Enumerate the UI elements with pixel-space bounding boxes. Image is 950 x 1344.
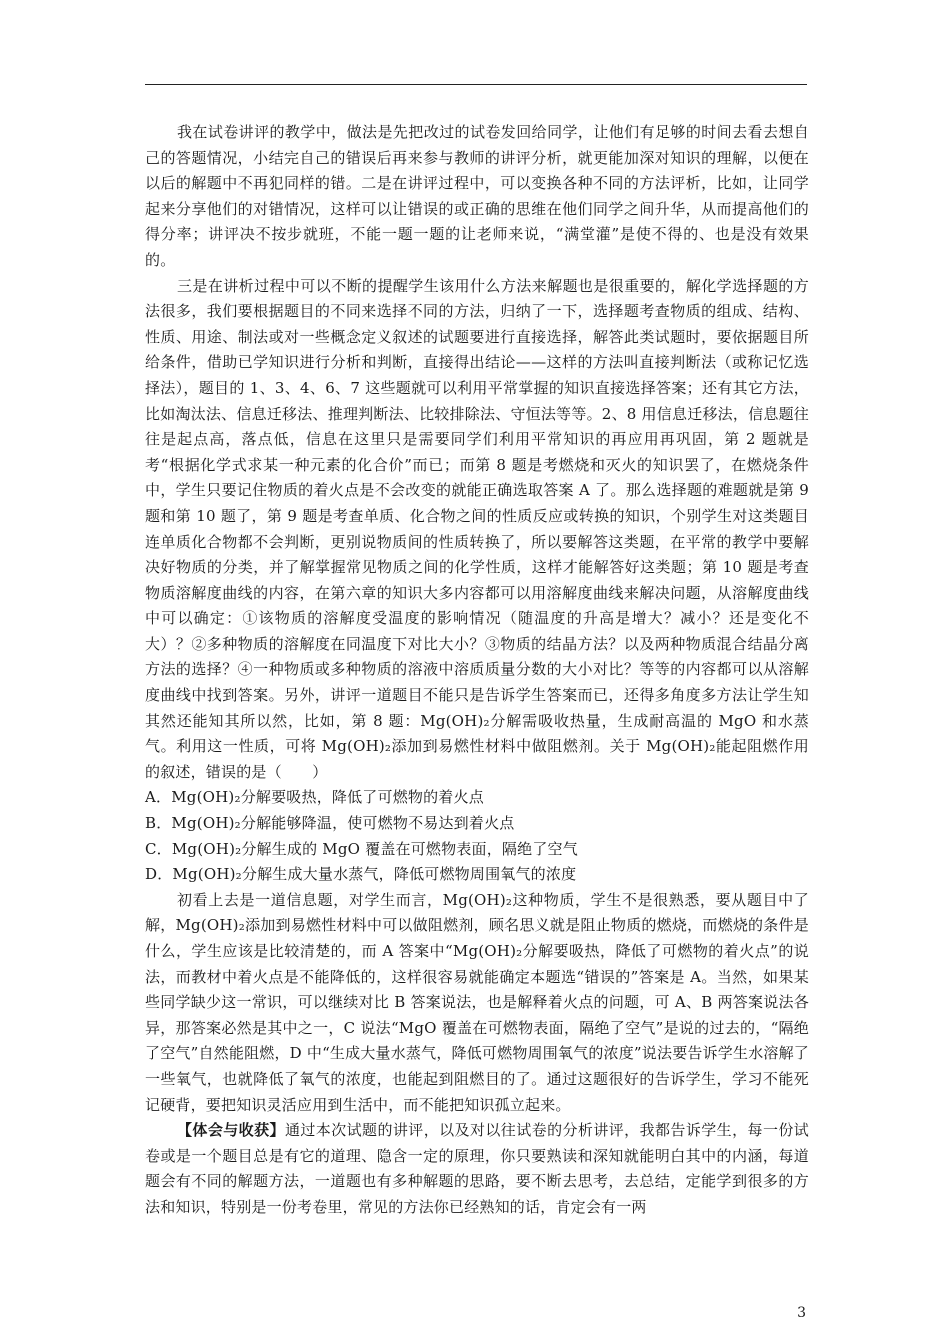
paragraph-1: 我在试卷讲评的教学中，做法是先把改过的试卷发回给同学，让他们有足够的时间去看去想自己的答题情况，小结完自己的错误后再来参与教师的讲评分析，就更能加深对知识的理解，以便在以后的解题中不再犯同样的错。二是在讲评过程中，可以变换各种不同的方法评析，比如，让同学起来分享他们的对错情况，这样可以让错误的或正确的思维在他们同学之间升华，从而提高他们的得分率；讲评决不按步就班，不能一题一题的让老师来说，“满堂灌”是使不得的、也是没有效果的。 <box>145 123 809 269</box>
reflection-text: 通过本次试题的讲评，以及对以往试卷的分析讲评，我都告诉学生，每一份试卷或是一个题目总是有它的道理、隐含一定的原理，你只要熟读和深知就能明白其中的内涵，每道题会有不同的解题方法，一道题也有多种解题的思路，要不断去思考，去总结，定能学到很多的方法和知识，特别是一份考卷里，常见的方法你已经熟知的话，肯定会有一两 <box>145 1121 809 1216</box>
option-d: D．Mg(OH)₂分解生成大量水蒸气，降低可燃物周围氧气的浓度 <box>145 865 577 884</box>
option-c: C．Mg(OH)₂分解生成的 MgO 覆盖在可燃物表面，隔绝了空气 <box>145 839 578 858</box>
option-b: B．Mg(OH)₂分解能够降温，使可燃物不易达到着火点 <box>145 814 515 833</box>
page-number: 3 <box>797 1305 806 1321</box>
paragraph-3: 初看上去是一道信息题，对学生而言，Mg(OH)₂这种物质，学生不是很熟悉，要从题目中了解，Mg(OH)₂添加到易燃性材料中可以做阻燃剂，顾名思义就是阻止物质的燃烧，而燃烧的条件是什么，学生应该是比较清楚的，而 A 答案中“Mg(OH)₂分解要吸热，降低了可燃物的着火点”的说法，而教材中着火点是不能降低的，这样很容易就能确定本题选“错误的”答案是 A。当然，如果某些同学缺少这一常识，可以继续对比 B 答案说法，也是解释着火点的问题，可 A、B 两答案说法各异，那答案必然是其中之一，C 说法“MgO 覆盖在可燃物表面，隔绝了空气”是说的过去的，“隔绝了空气”自然能阻燃，D 中“生成大量水蒸气，降低可燃物周围氧气的浓度”说法要告诉学生水溶解了一些氧气，也就降低了氧气的浓度，也能起到阻燃目的了。通过这题很好的告诉学生，学习不能死记硬背，要把知识灵活应用到生活中，而不能把知识孤立起来。 <box>145 890 810 1114</box>
reflection-heading: 【体会与收获】 <box>177 1121 285 1140</box>
option-a: A．Mg(OH)₂分解要吸热，降低了可燃物的着火点 <box>145 788 484 807</box>
header-rule <box>145 84 807 85</box>
paragraph-4 <box>145 1118 809 1220</box>
paragraph-2: 三是在讲析过程中可以不断的提醒学生该用什么方法来解题也是很重要的，解化学选择题的方法很多，我们要根据题目的不同来选择不同的方法，归纳了一下，选择题考查物质的组成、结构、性质、用途、制法或对一些概念定义叙述的试题要进行直接选择，解答此类试题时，要依据题目所给条件，借助已学知识进行分析和判断，直接得出结论——这样的方法叫直接判断法（或称记忆选择法），题目的 1、3、4、6、7 这些题就可以利用平常掌握的知识直接选择答案；还有其它方法，比如淘汰法、信息迁移法、推理判断法、比较排除法、守恒法等等。2、8 用信息迁移法，信息题往往是起点高，落点低，信息在这里只是需要同学们利用平常知识的再应用再巩固，第 2 题就是考“根据化学式求某一种元素的化合价”而已；而第 8 题是考燃烧和灭火的知识罢了，在燃烧条件中，学生只要记住物质的着火点是不会改变的就能正确选取答案 A 了。那么选择题的难题就是第 9 题和第 10 题了，第 9 题是考查单质、化合物之间的性质反应或转换的知识，个别学生对这类题目连单质化合物都不会判断，更别说物质间的性质转换了，所以要解答这类题，在平常的教学中要解决好物质的分类，并了解掌握常见物质之间的化学性质，这样才能解答好这类题；第 10 题是考查物质溶解度曲线的内容，在第六章的知识大多内容都可以用溶解度曲线来解决问题，从溶解度曲线中可以确定：①该物质的溶解度受温度的影响情况（随温度的升高是增大？减小？还是变化不大）？②多种物质的溶解度在同温度下对比大小？③物质的结晶方法？以及两种物质混合结晶分离方法的选择？④一种物质或多种物质的溶液中溶质质量分数的大小对比？等等的内容都可以从溶解度曲线中找到答案。另外，讲评一道题目不能只是告诉学生答案而已，还得多角度多方法让学生知其然还能知其所以然，比如，第 8 题：Mg(OH)₂分解需吸收热量，生成耐高温的 MgO 和水蒸气。利用这一性质，可将 Mg(OH)₂添加到易燃性材料中做阻燃剂。关于 Mg(OH)₂能起阻燃作用的叙述，错误的是（ ） <box>145 276 809 781</box>
document-body <box>145 120 809 1221</box>
